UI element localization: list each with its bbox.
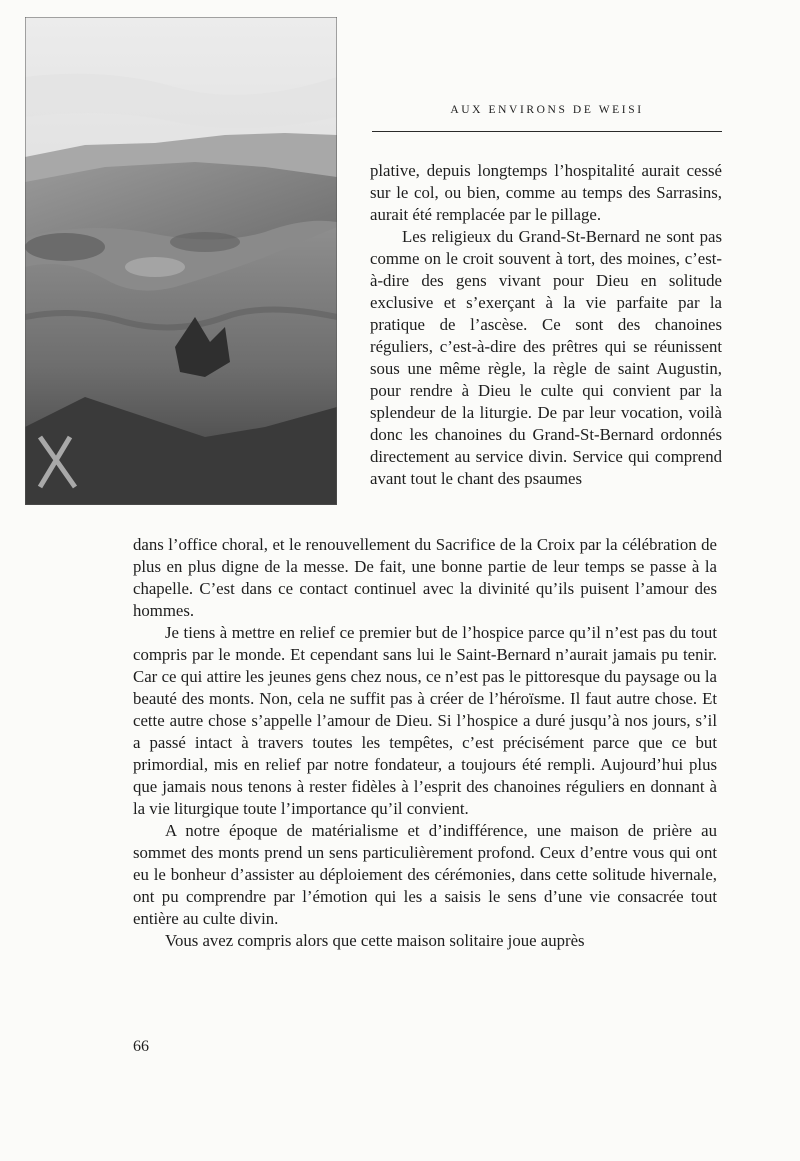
paragraph: A notre époque de matérialisme et d’indifférence, une maison de prière au sommet des monts prend un sens particulièrement profond. Ceux d’entre vous qui ont eu le bonheur d’assister au déploiement des cérémonies, dans cette solitude hivernale, ont pu comprendre par l’émotion qui les a saisis le sens d’une vie consacrée tout entière au culte divin.: [133, 821, 717, 928]
text-column-narrow: [370, 160, 722, 490]
page-number: 66: [133, 1038, 149, 1055]
landscape-photo: [25, 17, 337, 505]
paragraph: Je tiens à mettre en relief ce premier but de l’hospice parce qu’il n’est pas du tout compris par le monde. Et cependant sans lui le Saint-Bernard n’aurait jamais pu tenir. Car ce qui attire les jeunes gens chez nous, ce n’est pas le pittoresque du paysage ou la beauté des monts. Non, cela ne suffit pas à créer de l’héroïsme. Il faut autre chose. Et cette autre chose s’appelle l’amour de Dieu. Si l’hospice a duré jusqu’à nos jours, s’il a passé intact à travers toutes les tempêtes, c’est précisément parce que ce but primordial, mis en relief par notre fondateur, a toujours été rempli. Aujourd’hui plus que jamais nous tenons à rester fidèles à l’esprit des chanoines réguliers en donnant à la vie liturgique toute l’importance qu’il convient.: [133, 623, 717, 818]
header-rule: [372, 131, 722, 132]
paragraph: Les religieux du Grand-St-Bernard ne sont pas comme on le croit souvent à tort, des moines, c’est-à-dire des gens vivant pour Dieu en solitude exclusive et s’exerçant à la vie parfaite par la pratique de l’ascèse. Ce sont des chanoines réguliers, c’est-à-dire des prêtres qui se réunissent sous une même règle, la règle de saint Augustin, pour rendre à Dieu le culte qui convient par la splendeur de la liturgie. De par leur vocation, voilà donc les chanoines du Grand-St-Bernard ordonnés directement au service divin. Service qui comprend avant tout le chant des psaumes: [370, 227, 722, 488]
running-head: AUX ENVIRONS DE WEISI: [450, 104, 644, 116]
paragraph: plative, depuis longtemps l’hospitalité aurait cessé sur le col, ou bien, comme au temps des Sarrasins, aurait été remplacée par le pillage.: [370, 161, 722, 224]
paragraph: Vous avez compris alors que cette maison solitaire joue auprès: [165, 931, 585, 950]
text-column-wide: [133, 534, 717, 952]
paragraph: dans l’office choral, et le renouvellement du Sacrifice de la Croix par la célébration de plus en plus digne de la messe. De fait, une bonne partie de leur temps se passe à la chapelle. C’est dans ce contact continuel avec la divinité qu’ils puisent l’amour des hommes.: [133, 535, 717, 620]
